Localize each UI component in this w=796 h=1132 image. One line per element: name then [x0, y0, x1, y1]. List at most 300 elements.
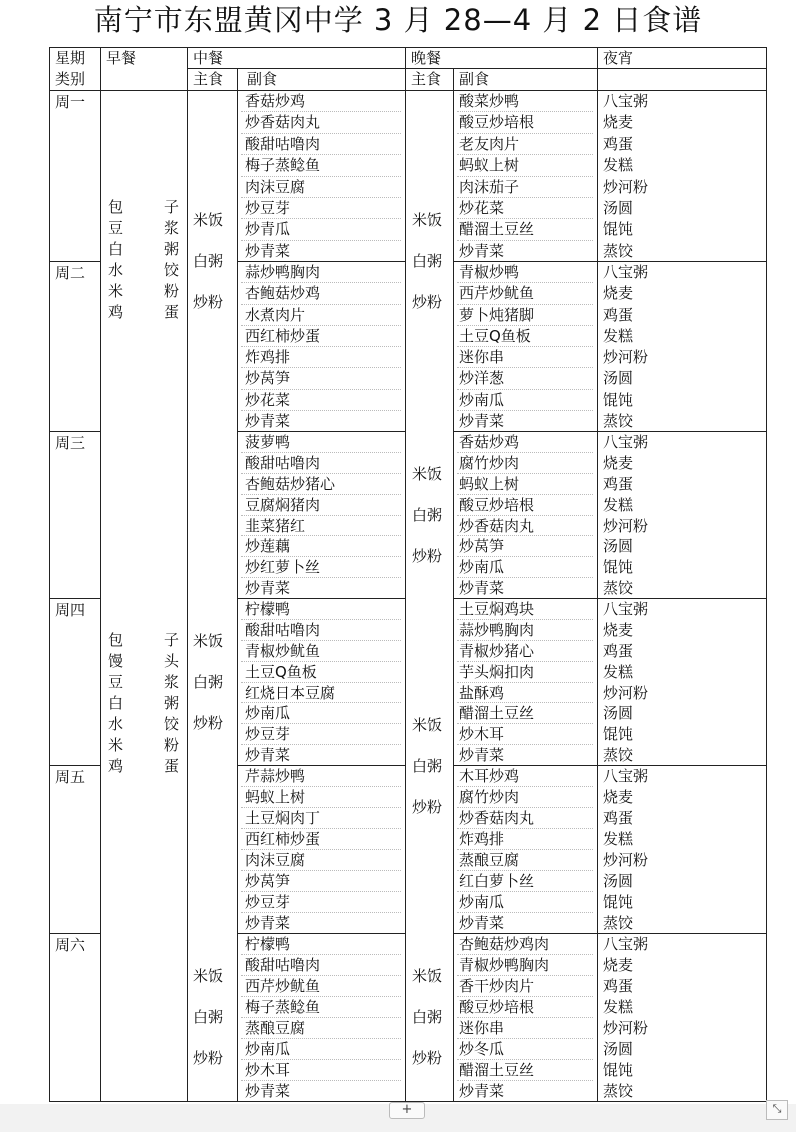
breakfast-char: 水 — [108, 715, 124, 733]
day-separator — [49, 765, 100, 766]
row-dotted-line — [241, 1038, 401, 1039]
lunch-dish: 肉沫豆腐 — [245, 177, 306, 196]
snack-item: 发糕 — [603, 662, 634, 681]
col-line-breakfast — [100, 47, 101, 1101]
dinner-dish: 蒸酿豆腐 — [459, 851, 520, 869]
dinner-dish: 腐竹炒肉 — [459, 453, 520, 472]
lunch-dish: 土豆焖肉丁 — [245, 809, 321, 827]
snack-item: 发糕 — [603, 495, 634, 514]
breakfast-char: 白 — [108, 240, 124, 258]
row-dotted-line — [241, 640, 401, 641]
row-dotted-line — [241, 1080, 401, 1081]
row-dotted-line — [457, 682, 593, 683]
snack-item: 炒河粉 — [603, 851, 649, 869]
weekday-label: 周六 — [55, 936, 86, 954]
snack-item: 蒸饺 — [603, 746, 634, 765]
row-dotted-line — [457, 996, 593, 997]
lunch-staple-item: 米饭 — [193, 210, 224, 229]
breakfast-char: 浆 — [164, 219, 180, 237]
row-dotted-line — [457, 577, 593, 578]
row-dotted-line — [241, 975, 401, 976]
table-border-left — [49, 47, 50, 1101]
dinner-dish: 土豆Q鱼板 — [459, 326, 531, 345]
breakfast-char: 鸡 — [108, 757, 124, 775]
row-dotted-line — [241, 849, 401, 850]
row-dotted-line — [457, 325, 593, 326]
col-line-dinner — [405, 47, 406, 1101]
day-separator — [49, 261, 100, 262]
header-breakfast: 早餐 — [106, 49, 137, 67]
snack-item: 鸡蛋 — [603, 474, 634, 493]
snack-item: 蒸饺 — [603, 579, 634, 598]
dinner-dish: 肉沫茄子 — [459, 177, 520, 196]
dinner-dish: 酸豆炒培根 — [459, 998, 535, 1016]
breakfast-char: 饺 — [164, 715, 180, 733]
snack-item: 馄饨 — [603, 220, 634, 239]
snack-item: 汤圆 — [603, 537, 634, 556]
dinner-dish: 炒香菇肉丸 — [459, 809, 535, 827]
weekday-label: 周四 — [55, 601, 86, 619]
row-dotted-line — [241, 367, 401, 368]
row-dotted-line — [457, 1017, 593, 1018]
row-dotted-line — [241, 702, 401, 703]
row-dotted-line — [457, 912, 593, 913]
lunch-staple-item: 白粥 — [193, 673, 224, 691]
row-dotted-line — [457, 473, 593, 474]
lunch-staple-item: 炒粉 — [193, 1049, 224, 1067]
lunch-dish: 土豆Q鱼板 — [245, 662, 317, 681]
row-dotted-line — [457, 975, 593, 976]
header-weekday: 星期 — [55, 49, 86, 67]
breakfast-char: 馒 — [108, 652, 124, 670]
row-dotted-line — [241, 389, 401, 390]
snack-item: 炒河粉 — [603, 516, 649, 535]
dinner-dish: 蚂蚁上树 — [459, 156, 520, 175]
lunch-dish: 西红柿炒蛋 — [245, 326, 321, 345]
dinner-staple-item: 米饭 — [412, 464, 443, 483]
snack-item: 汤圆 — [603, 872, 634, 890]
breakfast-char: 蛋 — [164, 303, 180, 321]
snack-item: 炒河粉 — [603, 177, 649, 196]
breakfast-char: 粥 — [164, 240, 180, 258]
row-dotted-line — [457, 661, 593, 662]
breakfast-char: 头 — [164, 652, 180, 670]
breakfast-char: 蛋 — [164, 757, 180, 775]
row-dotted-line — [241, 786, 401, 787]
dinner-staple-item: 炒粉 — [412, 1049, 443, 1067]
dinner-staple-item: 炒粉 — [412, 546, 443, 565]
lunch-dish: 炒木耳 — [245, 1061, 291, 1079]
row-dotted-line — [241, 176, 401, 177]
row-dotted-line — [241, 723, 401, 724]
day-separator — [49, 933, 100, 934]
dinner-staple-item: 炒粉 — [412, 797, 443, 816]
dinner-dish: 西芹炒鱿鱼 — [459, 284, 535, 303]
row-dotted-line — [457, 1059, 593, 1060]
lunch-dish: 炒红萝卜丝 — [245, 558, 321, 577]
lunch-dish: 炒南瓜 — [245, 704, 291, 723]
lunch-dish: 杏鲍菇炒鸡 — [245, 284, 321, 303]
dinner-staple-item: 白粥 — [412, 251, 443, 270]
dinner-dish: 炒南瓜 — [459, 390, 505, 409]
dinner-dish: 迷你串 — [459, 1019, 505, 1037]
breakfast-char: 粥 — [164, 694, 180, 712]
header-category: 类别 — [55, 70, 86, 88]
snack-item: 炒河粉 — [603, 1019, 649, 1037]
table-border-right — [766, 47, 767, 1101]
day-separator — [49, 598, 100, 599]
row-dotted-line — [241, 912, 401, 913]
lunch-dish: 酸甜咕噜肉 — [245, 956, 321, 974]
row-dotted-line — [241, 133, 401, 134]
snack-item: 八宝粥 — [603, 767, 649, 785]
lunch-staple-item: 米饭 — [193, 967, 224, 985]
lunch-dish: 豆腐焖猪肉 — [245, 495, 321, 514]
breakfast-char: 粉 — [164, 282, 180, 300]
snack-item: 八宝粥 — [603, 935, 649, 953]
snack-item: 馄饨 — [603, 1061, 634, 1079]
dinner-dish: 杏鲍菇炒鸡肉 — [459, 935, 550, 953]
lunch-dish: 炒青菜 — [245, 1082, 291, 1100]
header-dinner: 晚餐 — [411, 49, 442, 67]
resize-icon[interactable]: ⤡ — [766, 1100, 788, 1120]
snack-item: 鸡蛋 — [603, 305, 634, 324]
lunch-dish: 炒青菜 — [245, 579, 291, 598]
dinner-dish: 萝卜炖猪脚 — [459, 305, 535, 324]
dinner-dish: 青椒炒猪心 — [459, 641, 535, 660]
weekday-label: 周二 — [55, 264, 86, 282]
row-dotted-line — [457, 870, 593, 871]
dinner-dish: 炒花菜 — [459, 198, 505, 217]
dinner-dish: 木耳炒鸡 — [459, 767, 520, 785]
row-dotted-line — [457, 176, 593, 177]
dinner-dish: 酸豆炒培根 — [459, 113, 535, 132]
dinner-dish: 青椒炒鸭胸肉 — [459, 956, 550, 974]
row-dotted-line — [241, 535, 401, 536]
row-dotted-line — [457, 535, 593, 536]
row-dotted-line — [241, 807, 401, 808]
row-dotted-line — [241, 197, 401, 198]
header-dinner-staple: 主食 — [411, 70, 442, 88]
lunch-dish: 菠萝鸭 — [245, 433, 291, 451]
row-dotted-line — [457, 786, 593, 787]
row-dotted-line — [241, 111, 401, 112]
row-dotted-line — [241, 494, 401, 495]
lunch-dish: 酸甜咕噜肉 — [245, 134, 321, 153]
row-dotted-line — [457, 619, 593, 620]
dinner-dish: 青椒炒鸭 — [459, 263, 520, 281]
row-dotted-line — [457, 891, 593, 892]
lunch-dish: 梅子蒸鲶鱼 — [245, 156, 321, 175]
header-night-snack: 夜宵 — [603, 49, 634, 67]
snack-item: 蒸饺 — [603, 241, 634, 260]
lunch-dish: 韭菜猪红 — [245, 516, 306, 535]
lunch-dish: 红烧日本豆腐 — [245, 683, 336, 702]
dinner-dish: 香菇炒鸡 — [459, 433, 520, 451]
row-dotted-line — [457, 723, 593, 724]
dinner-dish: 土豆焖鸡块 — [459, 600, 535, 618]
row-dotted-line — [457, 494, 593, 495]
row-dotted-line — [241, 996, 401, 997]
table-border-top — [49, 47, 766, 48]
snack-item: 八宝粥 — [603, 92, 649, 110]
row-dotted-line — [241, 870, 401, 871]
breakfast-char: 浆 — [164, 673, 180, 691]
dinner-staple-item: 炒粉 — [412, 292, 443, 311]
row-dotted-line — [241, 744, 401, 745]
row-dotted-line — [241, 410, 401, 411]
lunch-dish: 炒南瓜 — [245, 1040, 291, 1058]
snack-item: 鸡蛋 — [603, 134, 634, 153]
dinner-dish: 炸鸡排 — [459, 830, 505, 848]
lunch-staple-item: 炒粉 — [193, 292, 224, 311]
snack-item: 烧麦 — [603, 956, 634, 974]
lunch-staple-item: 炒粉 — [193, 714, 224, 732]
dinner-staple-item: 白粥 — [412, 756, 443, 775]
snack-item: 烧麦 — [603, 620, 634, 639]
lunch-dish: 蒜炒鸭胸肉 — [245, 263, 321, 281]
lunch-staple-item: 米饭 — [193, 632, 224, 650]
dinner-staple-item: 白粥 — [412, 1008, 443, 1026]
snack-item: 发糕 — [603, 830, 634, 848]
dinner-dish: 香干炒肉片 — [459, 977, 535, 995]
breakfast-char: 饺 — [164, 261, 180, 279]
row-dotted-line — [241, 661, 401, 662]
snack-item: 烧麦 — [603, 788, 634, 806]
snack-item: 汤圆 — [603, 369, 634, 388]
lunch-dish: 肉沫豆腐 — [245, 851, 306, 869]
row-dotted-line — [457, 111, 593, 112]
dinner-staple-item: 米饭 — [412, 210, 443, 229]
row-dotted-line — [241, 240, 401, 241]
row-dotted-line — [457, 828, 593, 829]
dinner-dish: 醋溜土豆丝 — [459, 1061, 535, 1079]
breakfast-char: 粉 — [164, 736, 180, 754]
day-separator — [49, 90, 100, 91]
lunch-dish: 西芹炒鱿鱼 — [245, 977, 321, 995]
menu-title: 南宁市东盟黄冈中学 3 月 28—4 月 2 日食谱 — [93, 3, 703, 37]
row-dotted-line — [457, 282, 593, 283]
snack-item: 鸡蛋 — [603, 977, 634, 995]
lunch-dish: 青椒炒鱿鱼 — [245, 641, 321, 660]
lunch-dish: 芹蒜炒鸭 — [245, 767, 306, 785]
dinner-dish: 炒青菜 — [459, 746, 505, 765]
dinner-dish: 盐酥鸡 — [459, 683, 505, 702]
snack-item: 八宝粥 — [603, 600, 649, 618]
lunch-dish: 炒豆芽 — [245, 725, 291, 744]
row-dotted-line — [457, 1080, 593, 1081]
row-dotted-line — [241, 1059, 401, 1060]
snack-item: 烧麦 — [603, 284, 634, 303]
lunch-dish: 炒青菜 — [245, 914, 291, 932]
row-dotted-line — [457, 389, 593, 390]
breakfast-char: 豆 — [108, 673, 124, 691]
lunch-dish: 西红柿炒蛋 — [245, 830, 321, 848]
row-dotted-line — [241, 619, 401, 620]
row-dotted-line — [457, 556, 593, 557]
dinner-dish: 炒青菜 — [459, 241, 505, 260]
row-dotted-line — [457, 154, 593, 155]
snack-item: 蒸饺 — [603, 914, 634, 932]
lunch-dish: 蚂蚁上树 — [245, 788, 306, 806]
lunch-dish: 柠檬鸭 — [245, 935, 291, 953]
header-dinner-side: 副食 — [459, 70, 490, 88]
breakfast-char: 子 — [164, 198, 180, 216]
dinner-dish: 迷你串 — [459, 348, 505, 366]
dinner-dish: 炒香菇肉丸 — [459, 516, 535, 535]
dinner-staple-item: 米饭 — [412, 967, 443, 985]
row-dotted-line — [457, 515, 593, 516]
dinner-dish: 红白萝卜丝 — [459, 872, 535, 890]
col-line-dinner-side — [453, 68, 454, 1101]
dinner-dish: 醋溜土豆丝 — [459, 220, 535, 239]
lunch-dish: 杏鲍菇炒猪心 — [245, 474, 336, 493]
col-line-lunch-side — [237, 68, 238, 1101]
breakfast-char: 包 — [108, 631, 124, 649]
snack-item: 烧麦 — [603, 453, 634, 472]
snack-item: 馄饨 — [603, 390, 634, 409]
weekday-label: 周五 — [55, 768, 86, 786]
dinner-dish: 炒南瓜 — [459, 558, 505, 577]
breakfast-char: 米 — [108, 736, 124, 754]
breakfast-char: 豆 — [108, 219, 124, 237]
row-dotted-line — [457, 849, 593, 850]
dinner-dish: 腐竹炒肉 — [459, 788, 520, 806]
lunch-staple-item: 白粥 — [193, 1008, 224, 1026]
dinner-dish: 炒莴笋 — [459, 537, 505, 556]
snack-item: 鸡蛋 — [603, 809, 634, 827]
dinner-dish: 炒木耳 — [459, 725, 505, 744]
lunch-dish: 炒青菜 — [245, 746, 291, 765]
lunch-dish: 酸甜咕噜肉 — [245, 620, 321, 639]
lunch-staple-item: 白粥 — [193, 251, 224, 270]
row-dotted-line — [241, 682, 401, 683]
weekday-label: 周三 — [55, 434, 86, 452]
dinner-dish: 炒洋葱 — [459, 369, 505, 388]
row-dotted-line — [457, 410, 593, 411]
day-separator — [49, 431, 100, 432]
snack-item: 八宝粥 — [603, 263, 649, 281]
add-row-button[interactable]: + — [389, 1102, 425, 1119]
row-dotted-line — [241, 325, 401, 326]
dinner-dish: 炒青菜 — [459, 411, 505, 430]
row-dotted-line — [457, 702, 593, 703]
row-dotted-line — [457, 346, 593, 347]
col-line-snack — [597, 47, 598, 1101]
breakfast-char: 白 — [108, 694, 124, 712]
row-dotted-line — [457, 744, 593, 745]
dinner-dish: 炒冬瓜 — [459, 1040, 505, 1058]
header-lunch-side: 副食 — [247, 70, 278, 88]
dinner-dish: 炒青菜 — [459, 579, 505, 598]
dinner-dish: 蚂蚁上树 — [459, 474, 520, 493]
row-dotted-line — [241, 891, 401, 892]
snack-item: 发糕 — [603, 156, 634, 175]
dinner-dish: 蒜炒鸭胸肉 — [459, 620, 535, 639]
lunch-dish: 水煮肉片 — [245, 305, 306, 324]
header-lunch: 中餐 — [193, 49, 224, 67]
row-dotted-line — [241, 954, 401, 955]
row-dotted-line — [457, 240, 593, 241]
row-dotted-line — [241, 1017, 401, 1018]
dinner-dish: 炒南瓜 — [459, 893, 505, 911]
row-dotted-line — [457, 807, 593, 808]
snack-item: 汤圆 — [603, 704, 634, 723]
snack-item: 汤圆 — [603, 1040, 634, 1058]
lunch-dish: 柠檬鸭 — [245, 600, 291, 618]
row-dotted-line — [457, 133, 593, 134]
weekday-label: 周一 — [55, 93, 86, 111]
breakfast-char: 米 — [108, 282, 124, 300]
snack-item: 鸡蛋 — [603, 641, 634, 660]
lunch-dish: 炒豆芽 — [245, 198, 291, 217]
lunch-dish: 蒸酿豆腐 — [245, 1019, 306, 1037]
row-dotted-line — [241, 452, 401, 453]
row-dotted-line — [457, 452, 593, 453]
snack-item: 馄饨 — [603, 558, 634, 577]
lunch-dish: 炒花菜 — [245, 390, 291, 409]
snack-item: 发糕 — [603, 326, 634, 345]
dinner-dish: 炒青菜 — [459, 914, 505, 932]
snack-item: 汤圆 — [603, 198, 634, 217]
row-dotted-line — [457, 218, 593, 219]
lunch-dish: 炒莴笋 — [245, 369, 291, 388]
row-dotted-line — [241, 218, 401, 219]
lunch-dish: 炒青瓜 — [245, 220, 291, 239]
snack-item: 蒸饺 — [603, 1082, 634, 1100]
dinner-staple-item: 米饭 — [412, 715, 443, 734]
dinner-dish: 炒青菜 — [459, 1082, 505, 1100]
row-dotted-line — [241, 282, 401, 283]
col-line-lunch — [187, 47, 188, 1101]
snack-item: 炒河粉 — [603, 348, 649, 366]
row-dotted-line — [241, 304, 401, 305]
lunch-dish: 炒香菇肉丸 — [245, 113, 321, 132]
lunch-dish: 炒青菜 — [245, 241, 291, 260]
header-row-divider — [187, 68, 766, 69]
dinner-dish: 醋溜土豆丝 — [459, 704, 535, 723]
lunch-dish: 炒青菜 — [245, 411, 291, 430]
dinner-dish: 酸菜炒鸭 — [459, 92, 520, 110]
row-dotted-line — [241, 154, 401, 155]
lunch-dish: 炒豆芽 — [245, 893, 291, 911]
dinner-staple-item: 白粥 — [412, 505, 443, 524]
lunch-dish: 炒莲藕 — [245, 537, 291, 556]
breakfast-char: 水 — [108, 261, 124, 279]
row-dotted-line — [457, 197, 593, 198]
row-dotted-line — [457, 367, 593, 368]
dinner-dish: 老友肉片 — [459, 134, 520, 153]
row-dotted-line — [457, 1038, 593, 1039]
snack-item: 烧麦 — [603, 113, 634, 132]
row-dotted-line — [241, 515, 401, 516]
dinner-dish: 酸豆炒培根 — [459, 495, 535, 514]
header-lunch-staple: 主食 — [193, 70, 224, 88]
snack-item: 八宝粥 — [603, 433, 649, 451]
snack-item: 炒河粉 — [603, 683, 649, 702]
row-dotted-line — [241, 346, 401, 347]
snack-item: 馄饨 — [603, 893, 634, 911]
breakfast-char: 包 — [108, 198, 124, 216]
lunch-dish: 香菇炒鸡 — [245, 92, 306, 110]
snack-item: 蒸饺 — [603, 411, 634, 430]
lunch-dish: 炸鸡排 — [245, 348, 291, 366]
row-dotted-line — [241, 577, 401, 578]
lunch-dish: 梅子蒸鲶鱼 — [245, 998, 321, 1016]
snack-item: 馄饨 — [603, 725, 634, 744]
row-dotted-line — [241, 473, 401, 474]
snack-item: 发糕 — [603, 998, 634, 1016]
